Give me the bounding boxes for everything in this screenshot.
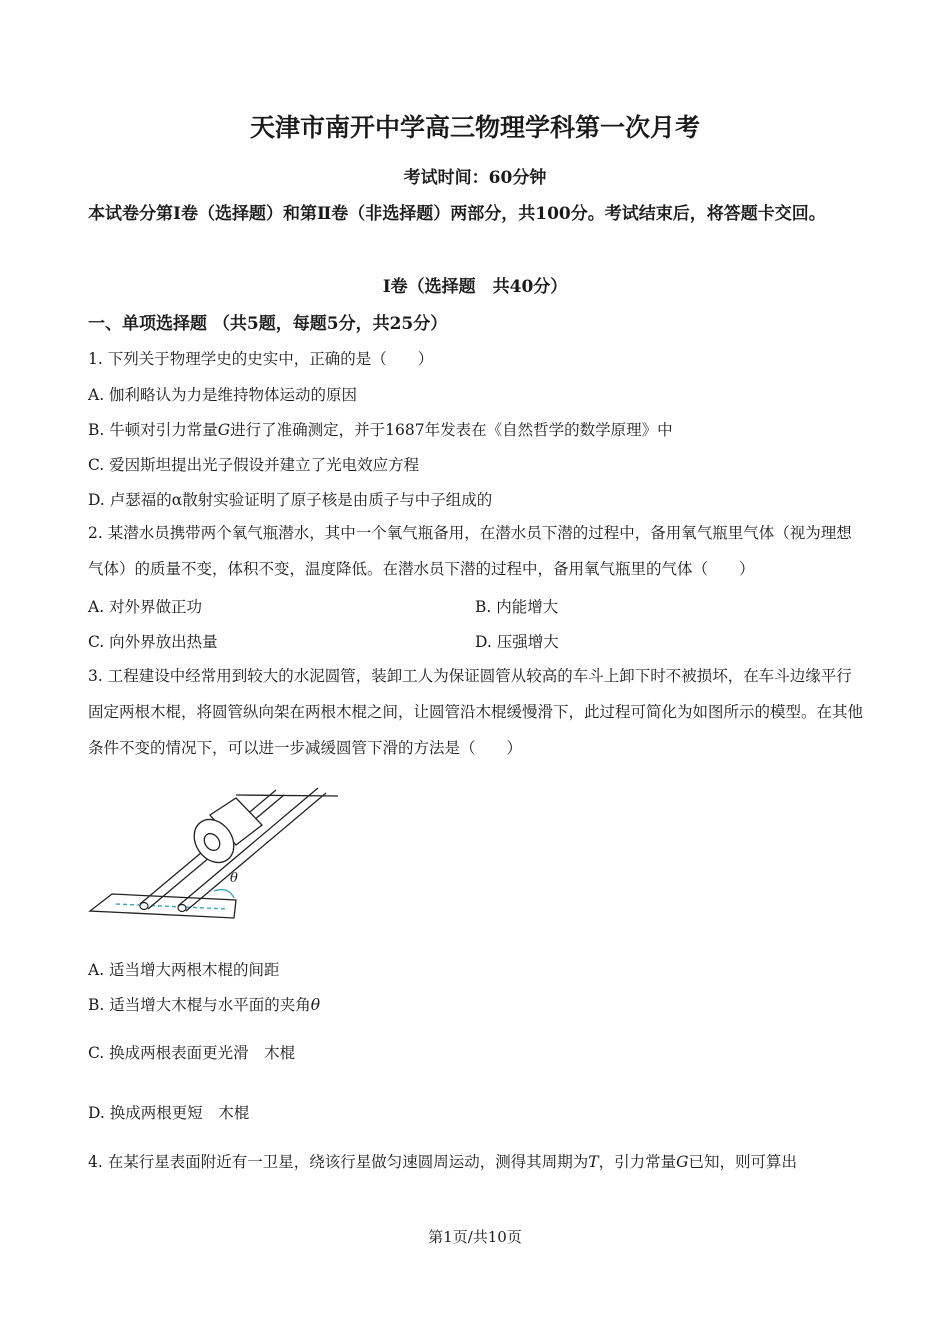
rod-1-end xyxy=(140,903,148,910)
ground-plane xyxy=(90,894,236,918)
variable-t: T xyxy=(588,1153,599,1171)
question-3-option-b xyxy=(88,993,320,1015)
option-b-text: B. 适当增大木棍与水平面的夹角 xyxy=(88,996,311,1014)
angle-arc xyxy=(214,890,234,898)
question-2-option-a: A. 对外界做正功 xyxy=(88,598,203,616)
section-heading: 一、单项选择题 （共5题，每题5分，共25分） xyxy=(88,314,448,334)
theta-label: θ xyxy=(230,871,238,886)
question-3-stem: 3. 工程建设中经常用到较大的水泥圆管，装卸工人为保证圆管从较高的车斗上卸下时不被损坏，在车斗边缘平行固定两根木棍，将圆管纵向架在两根木棍之间，让圆管沿木棍缓慢滑下，此过程可简化为如图所示的模型。在其他条件不变的情况下，可以进一步减缓圆管下滑的方法是（ ） xyxy=(88,667,864,757)
page-title: 天津市南开中学高三物理学科第一次月考 xyxy=(249,113,700,142)
exam-duration: 考试时间：60分钟 xyxy=(403,168,547,188)
variable-theta: θ xyxy=(310,996,321,1014)
variable-g: G xyxy=(217,421,231,439)
question-1-option-c: C. 爱因斯坦提出光子假设并建立了光电效应方程 xyxy=(88,456,420,474)
question-1-option-b xyxy=(88,418,673,440)
variable-g: G xyxy=(676,1153,689,1171)
question-3-option-d: D. 换成两根更短 木棍 xyxy=(88,1104,250,1122)
question-1-stem: 1. 下列关于物理学史的史实中，正确的是（ ） xyxy=(88,350,434,368)
question-2-option-c: C. 向外界放出热量 xyxy=(88,633,218,651)
question-2-option-b: B. 内能增大 xyxy=(475,598,559,616)
exam-instructions: 本试卷分第Ⅰ卷（选择题）和第Ⅱ卷（非选择题）两部分，共100分。考试结束后，将答题卡交回。 xyxy=(88,204,826,224)
question-2-stem: 2. 某潜水员携带两个氧气瓶潜水，其中一个氧气瓶备用，在潜水员下潜的过程中，备用氧气瓶里气体（视为理想气体）的质量不变，体积不变，温度降低。在潜水员下潜的过程中，备用氧气瓶里的气体（ ） xyxy=(88,524,852,578)
q4-text-1: 4. 在某行星表面附近有一卫星，绕该行星做匀速圆周运动，测得其周期为 xyxy=(88,1153,589,1171)
option-b-text-before: B. 牛顿对引力常量 xyxy=(88,421,218,439)
question-3-option-c: C. 换成两根表面更光滑 木棍 xyxy=(88,1044,296,1062)
horizontal-reference-line xyxy=(116,904,228,909)
question-3-option-a: A. 适当增大两根木棍的间距 xyxy=(88,961,280,979)
q4-text-3: 已知，则可算出 xyxy=(688,1153,797,1171)
pipe-on-rods-diagram xyxy=(86,770,346,920)
q4-text-2: ，引力常量 xyxy=(598,1153,677,1171)
page-number: 第1页/共10页 xyxy=(428,1228,522,1246)
question-4-stem xyxy=(88,1150,797,1172)
question-1-option-a: A. 伽利略认为力是维持物体运动的原因 xyxy=(88,386,358,404)
option-b-text-after: 进行了准确测定，并于1687年发表在《自然哲学的数学原理》中 xyxy=(230,421,673,439)
question-1-option-d: D. 卢瑟福的α散射实验证明了原子核是由质子与中子组成的 xyxy=(88,491,493,509)
question-2-option-d: D. 压强增大 xyxy=(475,633,559,651)
part-heading: Ⅰ卷（选择题 共40分） xyxy=(382,277,568,297)
rod-2-end xyxy=(178,905,186,912)
